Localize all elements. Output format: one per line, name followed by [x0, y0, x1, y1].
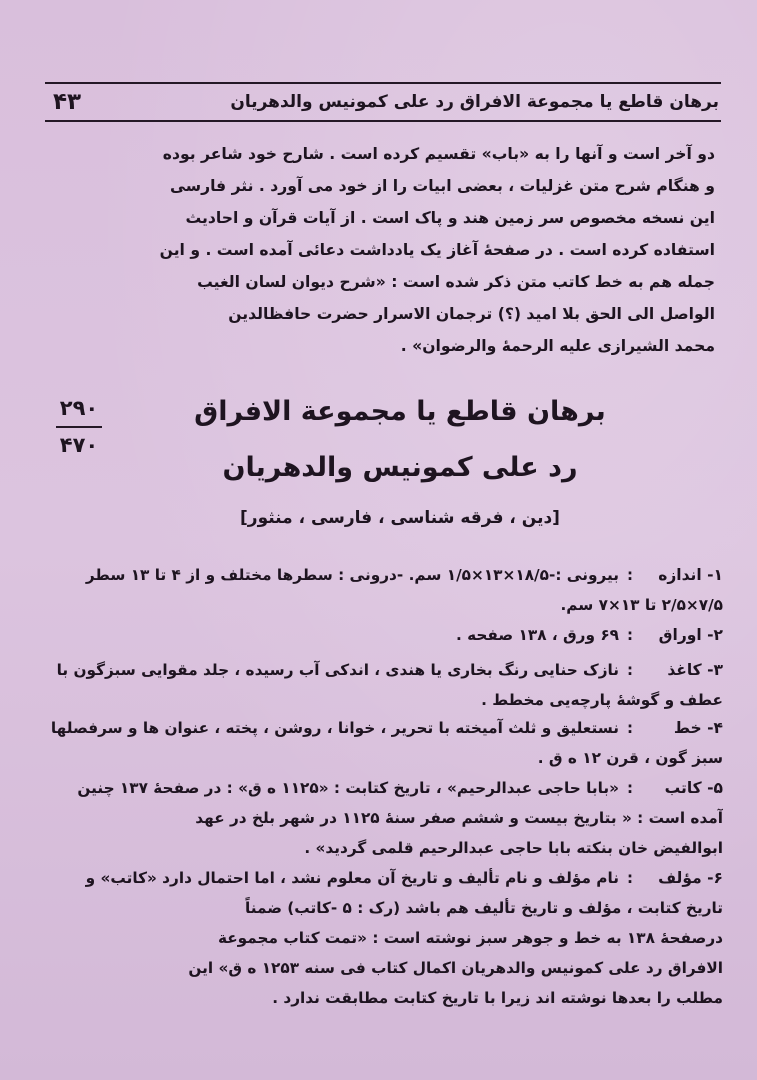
field-value-line: مطلب را بعدها نوشته اند زیرا با تاریخ کتابت مطابقت ندارد . — [272, 989, 723, 1007]
field-value — [45, 620, 619, 650]
reference-number-top: ۲۹۰ — [59, 396, 99, 420]
page-number: ۴۳ — [53, 89, 82, 115]
header-bottom-rule — [45, 120, 721, 122]
field-value-line: الافراق رد علی کمونیس والدهریان اکمال کتاب فی سنه ۱۲۵۳ ه ق» این — [188, 959, 723, 977]
paragraph-line: و هنگام شرح متن غزلیات ، بعضی ابیات را از خود می آورد . نثر فارسی — [169, 177, 715, 195]
field-colon: : — [627, 626, 633, 644]
field-colon: : — [627, 719, 633, 737]
field-value-line: تاریخ کتابت ، مؤلف و تاریخ تألیف هم باشد (رک : ۵ -کاتب) ضمناً — [244, 899, 723, 917]
paragraph-line: دو آخر است و آنها را به «باب» تقسیم کرده است . شارح خود شاعر بوده — [162, 145, 715, 163]
entry-title-line1: برهان قاطع یا مجموعة الافراق — [194, 396, 606, 427]
paragraph-line: محمد الشیرازی علیه الرحمه‌ٔ والرضوان» . — [400, 337, 715, 355]
field-label: ۳- کاغذ — [667, 661, 723, 679]
field-value-line: ۷/۵×۲/۵ تا ۱۳×۷ سم. — [560, 596, 723, 614]
field-value-line: نام مؤلف و نام تألیف و تاریخ آن معلوم نشد ، اما احتمال دارد «کاتب» و — [85, 869, 619, 887]
paragraph-line: جمله هم به خط کاتب متن ذکر شده است : «شرح دیوان لسان الغیب — [197, 273, 715, 291]
field-value-line: ۶۹ ورق ، ۱۳۸ صفحه . — [455, 626, 619, 644]
field-value-line: نازک حنایی رنگ بخاری یا هندی ، اندکی آب رسیده ، جلد مقوایی سبزگون با — [56, 661, 619, 679]
paragraph-line: استفاده کرده است . در صفحه‌ٔ آغاز یک یادداشت دعائی آمده است . و این — [159, 241, 715, 259]
intro-paragraph — [45, 138, 715, 362]
page-header — [45, 86, 721, 118]
entry-subject-tags: [دین ، فرقه شناسی ، فارسی ، منثور] — [240, 508, 560, 528]
field-value-line: سبز گون ، قرن ۱۲ ه ق . — [537, 749, 723, 767]
field-label: ۵- کاتب — [664, 779, 723, 797]
field-value-line: «بابا حاجی عبدالرحیم» ، تاریخ کتابت : «۱۱۲۵ ه ق» : در صفحه‌ٔ ۱۳۷ چنین — [77, 779, 619, 797]
paragraph-line: الواصل الی الحق بلا امید (؟) ترجمان الاسرار حضرت حافظالدین — [228, 305, 715, 323]
field-colon: : — [627, 566, 633, 584]
field-value-line: آمده است : « بتاریخ بیست و ششم صفر سنه‌ٔ ۱۱۲۵ در شهر بلخ در عهد — [195, 809, 723, 827]
paragraph-line: این نسخه مخصوص سر زمین هند و پاک است . از آیات قرآن و احادیث — [185, 209, 715, 227]
catalog-reference — [56, 393, 102, 460]
field-value-line: بیرونی :-۱۸/۵×۱۳×۱/۵ سم. -درونی : سطرها مختلف و از ۴ تا ۱۳ سطر — [85, 566, 619, 584]
field-colon: : — [627, 661, 633, 679]
entry-title-line2: رد علی کمونیس والدهریان — [222, 452, 578, 483]
field-value-line: درصفحه‌ٔ ۱۳۸ به خط و جوهر سبز نوشته است : «تمت کتاب مجموعة — [217, 929, 723, 947]
field-value-line: ابوالفیض خان بنکته بابا حاجی عبدالرحیم قلمی گردید» . — [304, 839, 723, 857]
field-label: ۱- اندازه — [658, 566, 723, 584]
field-value-line: نستعلیق و ثلث آمیخته با تحریر ، خوانا ، روشن ، پخته ، عنوان ها و سرفصلها — [50, 719, 619, 737]
field-value-line: عطف و گوشه‌ٔ پارچه‌یی مخطط . — [481, 691, 723, 709]
reference-fraction-bar — [56, 426, 102, 428]
field-colon: : — [627, 779, 633, 797]
field-label: ۴- خط — [673, 719, 723, 737]
field-label: ۲- اوراق — [658, 626, 723, 644]
running-head: برهان قاطع یا مجموعة الافراق رد علی کمونیس والدهریان — [230, 92, 719, 112]
field-label: ۶- مؤلف — [658, 869, 723, 887]
reference-number-bottom: ۴۷۰ — [59, 433, 99, 457]
field-colon: : — [627, 869, 633, 887]
header-top-rule — [45, 82, 721, 84]
